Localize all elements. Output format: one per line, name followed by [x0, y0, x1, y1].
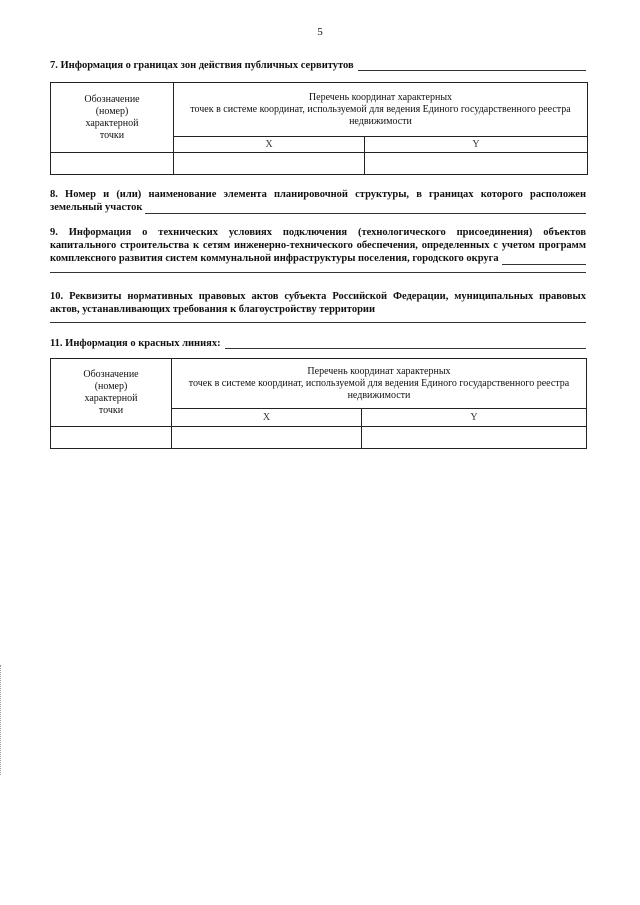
designation-line: характерной: [85, 117, 139, 129]
y-cell: [362, 427, 587, 449]
section-8-line: земельный участок: [50, 202, 143, 213]
section-9-extra-line: [50, 272, 586, 273]
section-11-fill-line: [225, 338, 586, 349]
coords-header-line: недвижимости: [347, 389, 411, 401]
designation-cell: [51, 427, 172, 449]
coords-header-line: Перечень координат характерных: [308, 91, 453, 103]
coords-header-line: недвижимости: [349, 115, 412, 127]
section-7-title: 7. Информация о границах зон действия публичных сервитутов: [50, 60, 354, 71]
section-9-line: комплексного развития систем коммунальной инфраструктуры поселения, городского округа: [50, 253, 499, 264]
section-8-line: 8. Номер и (или) наименование элемента планировочной структуры, в границах которого расположен: [50, 189, 586, 200]
scan-edge-mark: [0, 665, 3, 775]
section-7-heading: [50, 60, 586, 71]
section-11-title: 11. Информация о красных линиях:: [50, 338, 221, 349]
section-7-coords-table: [50, 82, 588, 175]
designation-line: точки: [98, 404, 124, 416]
coords-header-line: Перечень координат характерных: [307, 365, 451, 377]
section-10-line: актов, устанавливающих требования к благоустройству территории: [50, 304, 376, 315]
section-9-fill-line: [502, 254, 586, 265]
x-cell: [172, 427, 362, 449]
page-number: 5: [317, 26, 323, 38]
x-column-header: X: [174, 137, 365, 153]
section-9-line: капитального строительства к сетям инженерно-технического обеспечения, определенных с учетом программ: [50, 240, 586, 251]
x-cell: [174, 153, 365, 175]
designation-line: точки: [99, 129, 125, 141]
coords-header-line: точек в системе координат, используемой для ведения Единого государственного реестра: [188, 377, 570, 389]
designation-line: (номер): [95, 105, 129, 117]
coords-header: [174, 83, 588, 137]
coords-header: [172, 359, 587, 409]
y-column-header: Y: [365, 137, 588, 153]
y-cell: [365, 153, 588, 175]
section-9: [50, 226, 586, 265]
x-column-header: X: [172, 409, 362, 427]
section-7-fill-line: [358, 60, 586, 71]
section-10: [50, 290, 586, 316]
section-11-heading: [50, 338, 586, 349]
section-8: [50, 188, 586, 214]
section-9-line: 9. Информация о технических условиях подключения (технологического присоединения) объектов: [50, 227, 586, 238]
section-8-fill-line: [145, 203, 586, 214]
designation-header: [51, 359, 172, 427]
designation-header: [51, 83, 174, 153]
designation-line: Обозначение: [83, 368, 139, 380]
y-column-header: Y: [362, 409, 587, 427]
designation-cell: [51, 153, 174, 175]
coords-header-line: точек в системе координат, используемой для ведения Единого государственного реестра: [190, 103, 571, 115]
designation-line: Обозначение: [84, 93, 140, 105]
section-10-fill-line: [50, 322, 586, 323]
designation-line: характерной: [84, 392, 138, 404]
designation-line: (номер): [94, 380, 128, 392]
section-11-coords-table: [50, 358, 587, 449]
section-10-line: 10. Реквизиты нормативных правовых актов субъекта Российской Федерации, муниципальных правовых: [50, 291, 586, 302]
